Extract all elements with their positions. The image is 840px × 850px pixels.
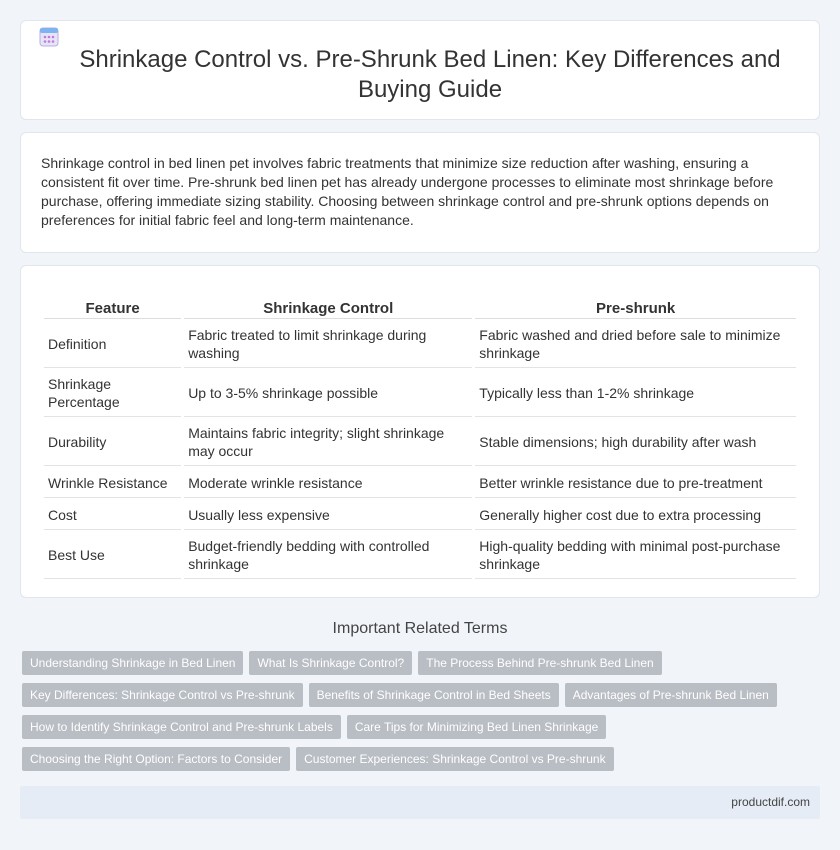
row-pre-shrunk: Typically less than 1-2% shrinkage [475, 370, 796, 417]
related-terms-title: Important Related Terms [332, 620, 508, 637]
table-header-row [44, 298, 796, 319]
table-row [44, 321, 796, 368]
row-feature: Durability [44, 419, 181, 466]
row-feature: Cost [44, 500, 181, 530]
row-pre-shrunk: Stable dimensions; high durability after wash [475, 419, 796, 466]
row-feature: Wrinkle Resistance [44, 468, 181, 498]
comparison-table [41, 296, 799, 581]
table-row [44, 370, 796, 417]
related-term-tag[interactable]: Customer Experiences: Shrinkage Control vs Pre-shrunk [296, 747, 613, 771]
row-shrinkage-control: Maintains fabric integrity; slight shrinkage may occur [184, 419, 472, 466]
related-term-tag[interactable]: The Process Behind Pre-shrunk Bed Linen [418, 651, 661, 675]
related-term-tag[interactable]: How to Identify Shrinkage Control and Pre-shrunk Labels [22, 715, 341, 739]
calendar-grid-icon [37, 25, 61, 49]
row-shrinkage-control: Moderate wrinkle resistance [184, 468, 472, 498]
row-shrinkage-control: Budget-friendly bedding with controlled shrinkage [184, 532, 472, 579]
row-pre-shrunk: High-quality bedding with minimal post-purchase shrinkage [475, 532, 796, 579]
footer-site-link[interactable]: productdif.com [731, 795, 810, 809]
comparison-card [20, 265, 820, 598]
table-row [44, 468, 796, 498]
row-pre-shrunk: Fabric washed and dried before sale to minimize shrinkage [475, 321, 796, 368]
page-title: Shrinkage Control vs. Pre-Shrunk Bed Linen: Key Differences and Buying Guide [79, 46, 781, 103]
footer [20, 786, 820, 819]
row-pre-shrunk: Better wrinkle resistance due to pre-treatment [475, 468, 796, 498]
table-row [44, 419, 796, 466]
related-term-tag[interactable]: Understanding Shrinkage in Bed Linen [22, 651, 243, 675]
related-term-tag[interactable]: What Is Shrinkage Control? [249, 651, 412, 675]
related-term-tag[interactable]: Key Differences: Shrinkage Control vs Pre-shrunk [22, 683, 303, 707]
row-feature: Definition [44, 321, 181, 368]
header-shrinkage-control: Shrinkage Control [184, 298, 472, 319]
intro-paragraph: Shrinkage control in bed linen pet involves fabric treatments that minimize size reduction after washing, ensuring a consistent fit over time. Pre-shrunk bed linen pet has already undergone processes to eliminate most shrinkage before purchase, offering immediate sizing stability. Choosing between shrinkage control and pre-shrunk options depends on preferences for initial fabric feel and long-term maintenance. [41, 155, 774, 228]
header-feature: Feature [44, 298, 181, 319]
related-term-tag[interactable]: Choosing the Right Option: Factors to Consider [22, 747, 290, 771]
row-shrinkage-control: Usually less expensive [184, 500, 472, 530]
row-feature: Shrinkage Percentage [44, 370, 181, 417]
intro-card [20, 132, 820, 253]
table-row [44, 532, 796, 579]
related-term-tag[interactable]: Benefits of Shrinkage Control in Bed Sheets [309, 683, 559, 707]
row-shrinkage-control: Fabric treated to limit shrinkage during washing [184, 321, 472, 368]
header-card [20, 20, 820, 120]
related-term-tag[interactable]: Care Tips for Minimizing Bed Linen Shrinkage [347, 715, 606, 739]
table-row [44, 500, 796, 530]
row-feature: Best Use [44, 532, 181, 579]
row-pre-shrunk: Generally higher cost due to extra processing [475, 500, 796, 530]
related-term-tag[interactable]: Advantages of Pre-shrunk Bed Linen [565, 683, 777, 707]
related-terms-list [22, 651, 822, 779]
row-shrinkage-control: Up to 3-5% shrinkage possible [184, 370, 472, 417]
header-pre-shrunk: Pre-shrunk [475, 298, 796, 319]
